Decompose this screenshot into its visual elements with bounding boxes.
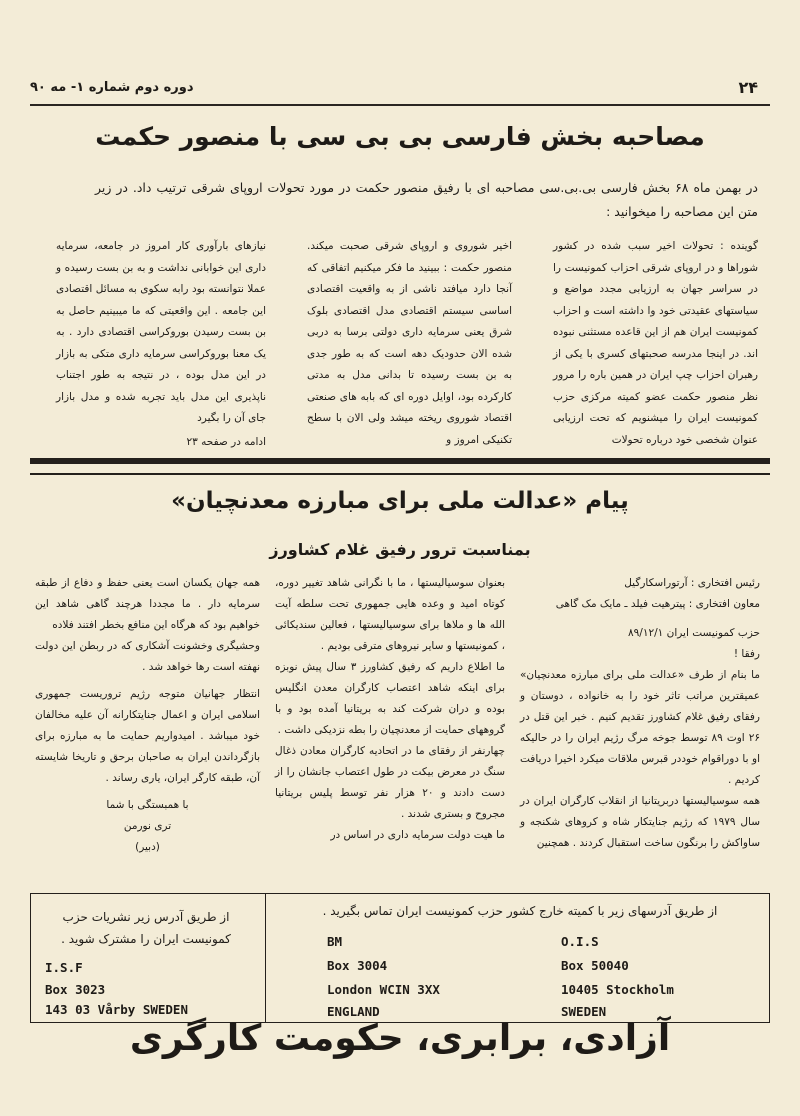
letter-paragraph: همه جهان یکسان است یعنی حفظ و دفاع از طبقه سرمایه دار . ما مجددا هرچند گاهی شاهد این خواهیم بود که هرگاه این منافع بخطر افتند فلاده <box>35 577 260 631</box>
footer-slogan: آزادی، برابری، حکومت کارگری <box>129 1018 671 1059</box>
letter-president: رئیس افتخاری : آرتوراسکارگیل <box>624 577 760 589</box>
uk-address-line: Box 3004 <box>327 958 388 973</box>
article1-intro: در بهمن ماه ۶۸ بخش فارسی بی.بی.سی مصاحبه ای با رفیق منصور حکمت در مورد تحولات اروپای شرقی ترتیب داد. در زیر متن این مصاحبه را میخوانید : <box>95 180 758 219</box>
letter-paragraph: ما هیت دولت سرمایه داری در اساس در <box>330 829 505 841</box>
se-address-line: Box 50040 <box>561 958 629 973</box>
letter-paragraph: همه سوسیالیستها دربریتانیا از انقلاب کارگران ایران در سال ۱۹۷۹ که رژیم جنایتکار شاه و کروهای شکنجه و ساواکش را برنگون ساخت استقبال کردند . همچنین <box>520 795 761 849</box>
article2-column-right <box>520 573 760 854</box>
article1-column-middle: اخیر شوروی و اروپای شرقی صحبت میکند. منصور حکمت : ببینید ما فکر میکنیم اتفاقی که آنجا دارد میافتد ناشی از به واقعیت اقتصادی اساسی سیستم اقتصادی مدل اقتصادی بلوک شرق یعنی سرمایه داری دولتی برسا به دربی شده الان حدودیک دهه است که به طور جدی به بن بست رسیده تا بدانی مدل به مدتی کارکرده بود، اوایل دوره ای که بابه های صنعتی اقتصاد شوروی ریخته میشد ولی الان با سطح تکنیکی امروز و <box>307 240 512 446</box>
subscription-line: I.S.F <box>45 960 83 975</box>
subscription-address <box>31 894 266 1022</box>
header-divider <box>30 104 770 106</box>
signatory-name: تری نورمن <box>123 820 172 832</box>
letter-recipient: حزب کمونیست ایران ۸۹/۱۲/۱ <box>628 627 760 639</box>
letter-paragraph: انتظار جهانیان متوجه رژیم تروریست جمهوری اسلامی ایران و اعمال جنایتکارانه آن علیه مخالفان خود میباشد . امیدواریم حمایت ما به مبارزه برای بازگرداندن ایران به صاحبان برحق و تاریخا شایسته آن، طبقه کارگر ایران، یاری رساند . <box>35 688 260 784</box>
contact-title: از طریق آدرسهای زیر با کمیته خارج کشور حزب کمونیست ایران تماس بگیرید . <box>322 904 718 918</box>
issue-info: دوره دوم شماره ۱- مه ۹۰ <box>30 80 194 95</box>
subscription-title: از طریق آدرس زیر نشریات حزب کمونیست ایران را مشترک شوید . <box>61 910 231 946</box>
article2-column-left <box>35 573 260 858</box>
se-address-line: SWEDEN <box>561 1004 607 1019</box>
article1-title: مصاحبه بخش فارسی بی بی سی با منصور حکمت <box>95 122 705 151</box>
letter-paragraph: وحشیگری وخشونت آشکاری که در ربطن این دولت نهفته است رها خواهد شد . <box>35 640 260 673</box>
uk-address-line: London WCIN 3XX <box>327 982 440 997</box>
article1-column-left <box>56 236 266 448</box>
uk-address-line: ENGLAND <box>327 1004 380 1019</box>
se-address-line: 10405 Stockholm <box>561 982 674 997</box>
address-box <box>30 893 770 1023</box>
subscription-line: Box 3023 <box>45 982 106 997</box>
section-divider-thin <box>30 473 770 475</box>
article1-column-left-text: نیازهای بارآوری کار امروز در جامعه، سرمایه داری این خوابانی نداشت و به بن بست رسیده و عملا نتوانسته بود رابه سکوی به مسائل اقتصادی این جامعه . این واقعیتی که ما میبینیم حاصل به بن بست رسیدن بوروکراسی اقتصادی دارد . به یک معنا بوروکراسی سرمایه داری متکی به بازار در این مدل بوده ، در نتیجه به طور اجتناب ناپذیری این مدل باید تجربه شده و مدل بازار جای آن را بگیرد <box>56 240 266 424</box>
article2-column-middle <box>275 573 505 846</box>
section-divider-thick <box>30 458 770 464</box>
se-address-line: O.I.S <box>561 934 599 949</box>
letter-salutation: رفقا ! <box>733 648 760 660</box>
article2-title: پیام «عدالت ملی برای مبارزه معدنچیان» <box>171 488 629 514</box>
letter-closing: با همبستگی با شما <box>106 799 189 811</box>
letter-paragraph: ما اطلاع داریم که رفیق کشاورز ۳ سال پیش نوبزه برای اینکه شاهد اعتصاب کارگران معدن انگلیس بوده و دران شرکت کند به بریتانیا آمده بود و با گروههای حمایت از معدنچیان را بطه نزدیکی داشت . <box>275 661 505 736</box>
article2-subtitle: بمناسبت ترور رفیق غلام کشاورز <box>269 540 531 559</box>
uk-address-line: BM <box>327 934 343 949</box>
letter-paragraph: بعنوان سوسیالیستها ، ما با نگرانی شاهد تغییر دوره، کوتاه امید و وعده هایی جمهوری تحت سلطه آیت الله ها و ملاها برای سوسیالیستها ، فعالین سندیکائی ، کمونیستها و سایر نیروهای مترقی بودیم . <box>275 577 505 652</box>
letter-vice: معاون افتخاری : پیترهیت فیلد ـ مایک مک گاهی <box>555 598 760 610</box>
article1-column-right: گوینده : تحولات اخیر سبب شده در کشور شوراها و در اروپای شرقی احزاب کمونیست را در سراسر جهان به ارزیابی مجدد مواضع و سیاستهای عقیدتی خود وا داشته است و احزاب کمونیست ایران هم از این قاعده مستثنی نبوده اند. در اینجا مدرسه صحبتهای کسری با یکی از رهبران احزاب چپ ایران در همین باره را مرور نظر منصور حکمت عضو کمیته مرکزی حزب کمونیست ایران را میشنویم که تحت ارزیابی عنوان شخصی خود درباره تحولات <box>553 240 758 446</box>
page-number: ۲۴ <box>738 78 758 97</box>
signatory-title: (دبیر) <box>135 841 160 853</box>
page-header <box>30 78 770 102</box>
subscription-line: 143 03 Vårby SWEDEN <box>45 1002 188 1017</box>
continued-note: ادامه در صفحه ۲۳ <box>186 435 266 448</box>
letter-paragraph: چهارنفر از رفقای ما در اتحادیه کارگران معادن ذغال سنگ در معرض بیکت در طول اعتصاب جانشان را از دست دادند و ۲۰ هزار نفر توسط پلیس بریتانیا مجروح و بستری شدند . <box>275 745 505 820</box>
letter-paragraph: ما بنام از طرف «عدالت ملی برای مبارزه معدنچیان» عمیقترین مراتب تاثر خود را به خانواده ، دوستان و رفقای رفیق غلام کشاورز تقدیم کنیم . خبر این قتل در ۲۶ اوت ۸۹ توسط جوخه مرگ رژیم ایران را در حالیکه او با دوراقوام خوددر قبرس ملاقات میکرد اخیرا دریافت کردیم . <box>520 669 760 786</box>
